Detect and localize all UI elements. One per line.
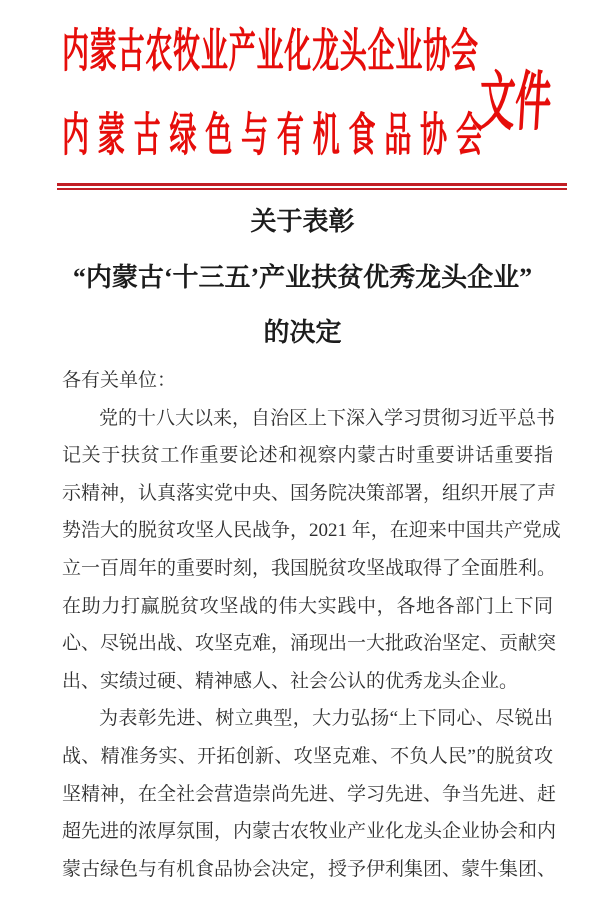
paragraph-line: 出、实绩过硬、精神感人、社会公认的优秀龙头企业。 <box>62 670 519 692</box>
paragraph-line: 立一百周年的重要时刻，我国脱贫攻坚战取得了全面胜利。 <box>62 557 557 579</box>
paragraph-1 <box>62 400 561 701</box>
org-name-line-2: 内蒙古绿色与有机食品协会 <box>62 109 483 161</box>
title-line-1: 关于表彰 <box>250 207 355 236</box>
paragraph-line: 蒙古绿色与有机食品协会决定，授予伊利集团、蒙牛集团、 <box>62 858 557 880</box>
paragraph-line: 为表彰先进、树立典型，大力弘扬“上下同心、尽锐出 <box>99 708 553 730</box>
paragraph-line: 心、尽锐出战、攻坚克难，涌现出一大批政治坚定、贡献突 <box>62 633 557 655</box>
paragraph-line: 战、精准务实、开拓创新、攻坚克难、不负人民”的脱贫攻 <box>62 745 553 767</box>
red-separator-rule <box>57 183 567 190</box>
document-body <box>62 362 561 888</box>
paragraph-line: 超先进的浓厚氛围，内蒙古农牧业产业化龙头企业协会和内 <box>62 821 557 843</box>
paragraph-line: 坚精神，在全社会营造崇尚先进、学习先进、争当先进、赶 <box>62 783 557 805</box>
paragraph-line: 在助力打赢脱贫攻坚战的伟大实践中，各地各部门上下同 <box>62 595 553 617</box>
title-line-2: “内蒙古‘十三五’产业扶贫优秀龙头企业” <box>72 262 533 292</box>
salutation: 各有关单位： <box>62 370 177 391</box>
paragraph-line: 示精神，认真落实党中央、国务院决策部署，组织开展了声 <box>62 482 557 504</box>
paragraph-line: 记关于扶贫工作重要论述和视察内蒙古时重要讲话重要指 <box>62 445 553 467</box>
paragraph-line: 势浩大的脱贫攻坚人民战争，2021 年，在迎来中国共产党成 <box>62 520 561 542</box>
title-line-3: 的决定 <box>263 318 342 347</box>
doc-type-label: 文件 <box>477 66 554 139</box>
document-title <box>0 194 605 361</box>
paragraph-line: 党的十八大以来，自治区上下深入学习贯彻习近平总书 <box>99 407 556 429</box>
org-name-line-1: 内蒙古农牧业产业化龙头企业协会 <box>62 25 478 77</box>
paragraph-2 <box>62 700 557 888</box>
